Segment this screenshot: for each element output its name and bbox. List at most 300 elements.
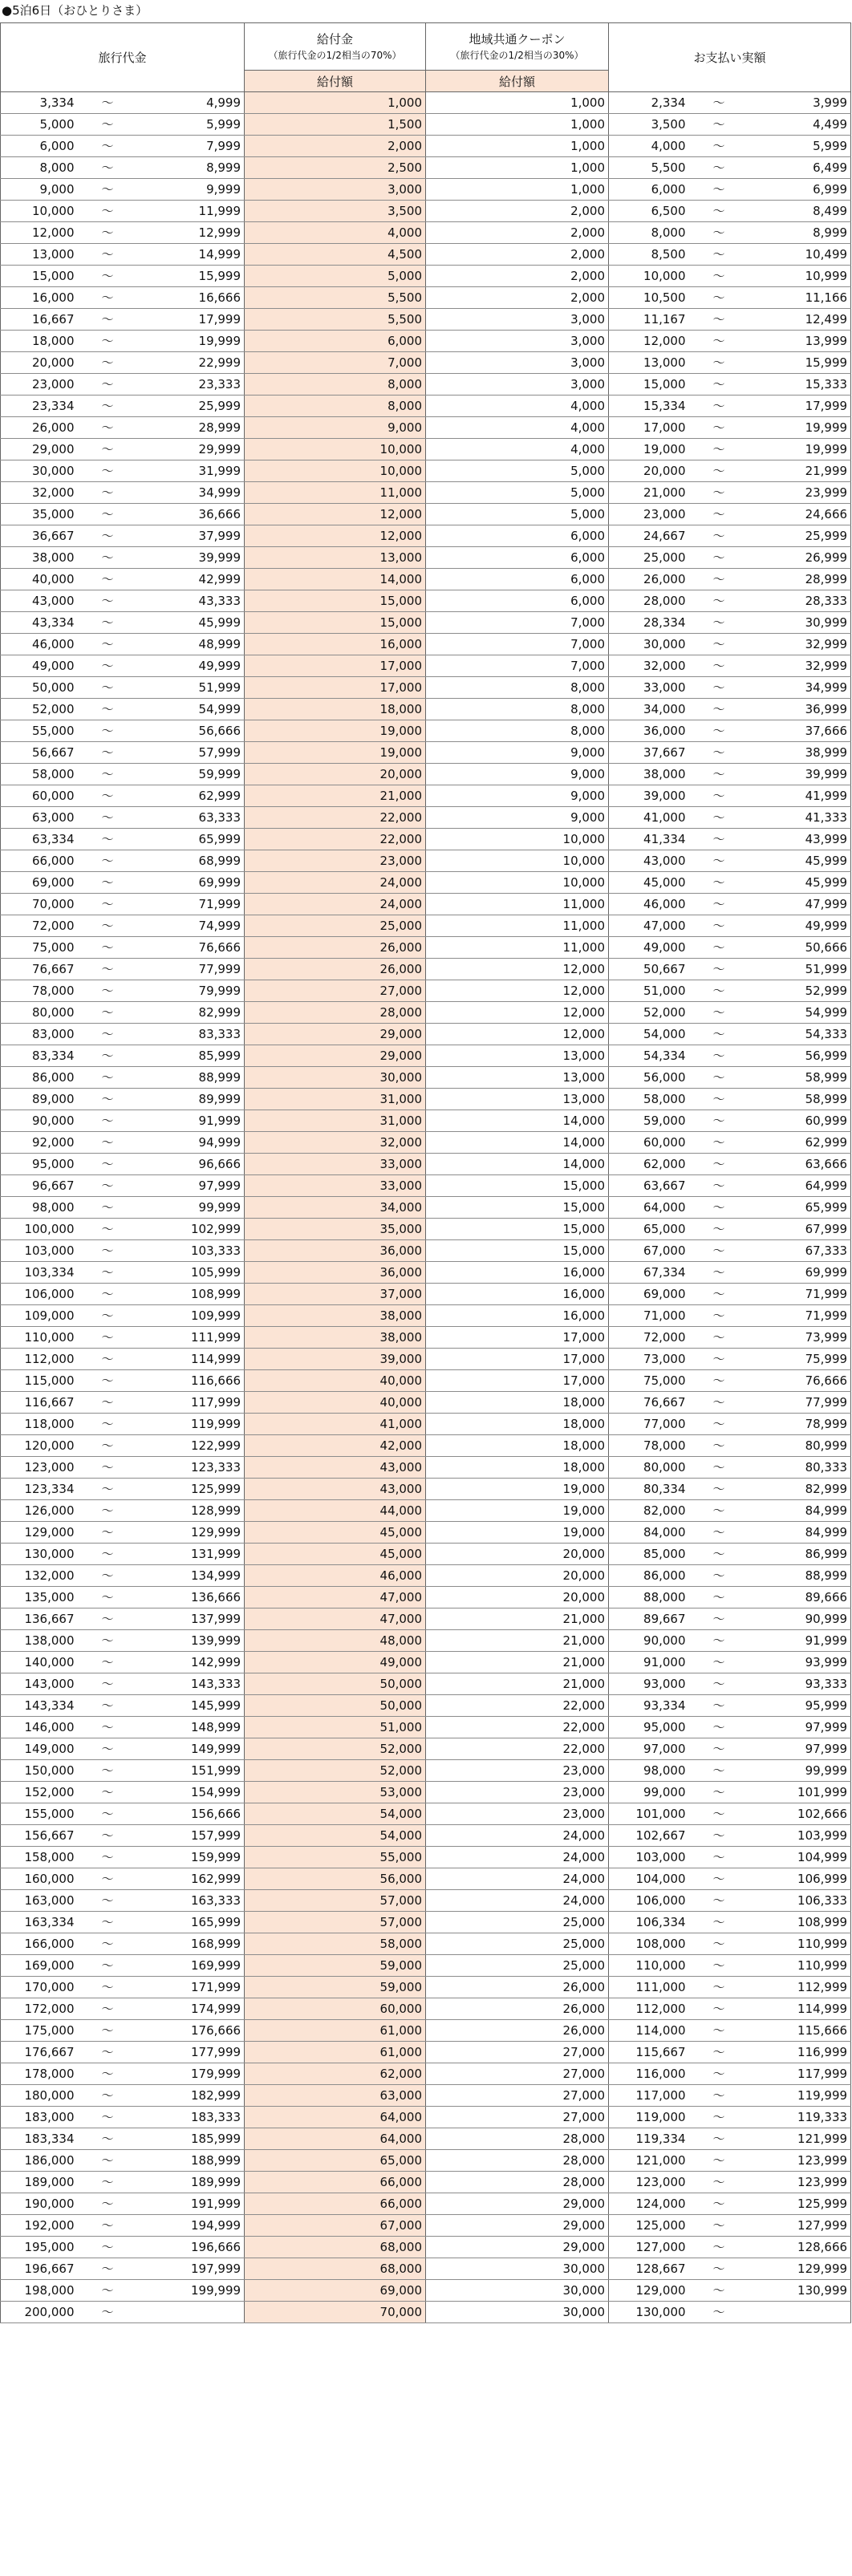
price-to-cell: 69,999 bbox=[128, 872, 245, 894]
coupon-amount-cell: 10,000 bbox=[426, 829, 609, 850]
price-to-cell: 11,999 bbox=[128, 201, 245, 222]
table-row bbox=[1, 1652, 851, 1673]
coupon-amount-cell: 2,000 bbox=[426, 244, 609, 266]
price-tilde-cell: ～ bbox=[78, 2193, 128, 2215]
subsidy-amount-cell: 5,000 bbox=[245, 266, 426, 287]
coupon-amount-cell: 3,000 bbox=[426, 352, 609, 374]
price-tilde-cell: ～ bbox=[78, 2063, 128, 2085]
payment-from-cell: 20,000 bbox=[609, 460, 689, 482]
payment-tilde-cell: ～ bbox=[689, 1500, 737, 1522]
payment-from-cell: 71,000 bbox=[609, 1305, 689, 1327]
price-to-cell: 143,333 bbox=[128, 1673, 245, 1695]
payment-tilde-cell: ～ bbox=[689, 1349, 737, 1370]
subsidy-amount-cell: 43,000 bbox=[245, 1479, 426, 1500]
payment-to-cell: 10,499 bbox=[737, 244, 851, 266]
payment-tilde-cell: ～ bbox=[689, 807, 737, 829]
coupon-amount-cell: 26,000 bbox=[426, 1977, 609, 1998]
coupon-amount-cell: 27,000 bbox=[426, 2042, 609, 2063]
table-row bbox=[1, 1955, 851, 1977]
payment-from-cell: 10,500 bbox=[609, 287, 689, 309]
table-row bbox=[1, 785, 851, 807]
coupon-amount-cell: 9,000 bbox=[426, 785, 609, 807]
price-tilde-cell: ～ bbox=[78, 742, 128, 764]
table-row bbox=[1, 2215, 851, 2237]
price-to-cell: 171,999 bbox=[128, 1977, 245, 1998]
price-tilde-cell: ～ bbox=[78, 547, 128, 569]
coupon-amount-cell: 26,000 bbox=[426, 2020, 609, 2042]
price-tilde-cell: ～ bbox=[78, 352, 128, 374]
price-tilde-cell: ～ bbox=[78, 1565, 128, 1587]
coupon-amount-cell: 7,000 bbox=[426, 634, 609, 655]
payment-tilde-cell: ～ bbox=[689, 1262, 737, 1284]
coupon-amount-cell: 1,000 bbox=[426, 179, 609, 201]
price-from-cell: 123,000 bbox=[1, 1457, 78, 1479]
price-tilde-cell: ～ bbox=[78, 136, 128, 157]
payment-tilde-cell: ～ bbox=[689, 92, 737, 114]
payment-to-cell: 117,999 bbox=[737, 2063, 851, 2085]
price-to-cell: 197,999 bbox=[128, 2258, 245, 2280]
header-coupon-note: （旅行代金の1/2相当の30%） bbox=[450, 50, 584, 61]
payment-from-cell: 34,000 bbox=[609, 699, 689, 720]
coupon-amount-cell: 2,000 bbox=[426, 201, 609, 222]
payment-tilde-cell: ～ bbox=[689, 2042, 737, 2063]
payment-from-cell: 60,000 bbox=[609, 1132, 689, 1154]
table-row bbox=[1, 1738, 851, 1760]
payment-to-cell: 54,999 bbox=[737, 1002, 851, 1024]
price-to-cell: 109,999 bbox=[128, 1305, 245, 1327]
price-tilde-cell: ～ bbox=[78, 569, 128, 590]
payment-from-cell: 124,000 bbox=[609, 2193, 689, 2215]
payment-to-cell: 17,999 bbox=[737, 396, 851, 417]
price-tilde-cell: ～ bbox=[78, 244, 128, 266]
price-from-cell: 75,000 bbox=[1, 937, 78, 959]
subsidy-amount-cell: 23,000 bbox=[245, 850, 426, 872]
price-from-cell: 8,000 bbox=[1, 157, 78, 179]
payment-to-cell: 24,666 bbox=[737, 504, 851, 525]
price-from-cell: 155,000 bbox=[1, 1803, 78, 1825]
table-row bbox=[1, 2237, 851, 2258]
payment-tilde-cell: ～ bbox=[689, 201, 737, 222]
payment-tilde-cell: ～ bbox=[689, 959, 737, 980]
subsidy-amount-cell: 22,000 bbox=[245, 807, 426, 829]
payment-to-cell: 130,999 bbox=[737, 2280, 851, 2302]
price-tilde-cell: ～ bbox=[78, 1262, 128, 1284]
price-from-cell: 130,000 bbox=[1, 1544, 78, 1565]
price-from-cell: 80,000 bbox=[1, 1002, 78, 1024]
price-tilde-cell: ～ bbox=[78, 894, 128, 915]
payment-from-cell: 111,000 bbox=[609, 1977, 689, 1998]
payment-from-cell: 93,334 bbox=[609, 1695, 689, 1717]
payment-from-cell: 128,667 bbox=[609, 2258, 689, 2280]
payment-to-cell: 25,999 bbox=[737, 525, 851, 547]
table-row bbox=[1, 1457, 851, 1479]
price-to-cell: 74,999 bbox=[128, 915, 245, 937]
price-from-cell: 43,000 bbox=[1, 590, 78, 612]
payment-to-cell: 19,999 bbox=[737, 417, 851, 439]
payment-tilde-cell: ～ bbox=[689, 1565, 737, 1587]
payment-to-cell: 115,666 bbox=[737, 2020, 851, 2042]
subsidy-amount-cell: 18,000 bbox=[245, 699, 426, 720]
payment-tilde-cell: ～ bbox=[689, 1457, 737, 1479]
price-to-cell: 154,999 bbox=[128, 1782, 245, 1803]
payment-tilde-cell: ～ bbox=[689, 1717, 737, 1738]
payment-from-cell: 88,000 bbox=[609, 1587, 689, 1608]
subsidy-amount-cell: 51,000 bbox=[245, 1717, 426, 1738]
payment-tilde-cell: ～ bbox=[689, 1868, 737, 1890]
payment-tilde-cell: ～ bbox=[689, 590, 737, 612]
price-from-cell: 132,000 bbox=[1, 1565, 78, 1587]
table-row bbox=[1, 1630, 851, 1652]
coupon-amount-cell: 30,000 bbox=[426, 2302, 609, 2323]
coupon-amount-cell: 20,000 bbox=[426, 1565, 609, 1587]
payment-from-cell: 15,334 bbox=[609, 396, 689, 417]
price-to-cell: 105,999 bbox=[128, 1262, 245, 1284]
subsidy-amount-cell: 58,000 bbox=[245, 1933, 426, 1955]
price-to-cell: 88,999 bbox=[128, 1067, 245, 1089]
subsidy-amount-cell: 1,500 bbox=[245, 114, 426, 136]
payment-to-cell: 64,999 bbox=[737, 1175, 851, 1197]
payment-tilde-cell: ～ bbox=[689, 1673, 737, 1695]
price-to-cell: 177,999 bbox=[128, 2042, 245, 2063]
coupon-amount-cell: 25,000 bbox=[426, 1933, 609, 1955]
payment-to-cell: 11,166 bbox=[737, 287, 851, 309]
price-from-cell: 35,000 bbox=[1, 504, 78, 525]
price-from-cell: 98,000 bbox=[1, 1197, 78, 1219]
price-tilde-cell: ～ bbox=[78, 1544, 128, 1565]
price-to-cell: 137,999 bbox=[128, 1608, 245, 1630]
subsidy-amount-cell: 24,000 bbox=[245, 872, 426, 894]
payment-from-cell: 5,500 bbox=[609, 157, 689, 179]
payment-tilde-cell: ～ bbox=[689, 1284, 737, 1305]
price-from-cell: 190,000 bbox=[1, 2193, 78, 2215]
table-row bbox=[1, 2042, 851, 2063]
payment-tilde-cell: ～ bbox=[689, 2172, 737, 2193]
table-row bbox=[1, 1760, 851, 1782]
subsidy-amount-cell: 70,000 bbox=[245, 2302, 426, 2323]
table-row bbox=[1, 157, 851, 179]
table-row bbox=[1, 2280, 851, 2302]
payment-to-cell: 41,333 bbox=[737, 807, 851, 829]
payment-from-cell: 38,000 bbox=[609, 764, 689, 785]
price-tilde-cell: ～ bbox=[78, 1912, 128, 1933]
coupon-amount-cell: 9,000 bbox=[426, 742, 609, 764]
price-tilde-cell: ～ bbox=[78, 1695, 128, 1717]
coupon-amount-cell: 10,000 bbox=[426, 872, 609, 894]
price-from-cell: 83,334 bbox=[1, 1045, 78, 1067]
subsidy-table bbox=[0, 22, 851, 2323]
price-from-cell: 178,000 bbox=[1, 2063, 78, 2085]
price-to-cell: 151,999 bbox=[128, 1760, 245, 1782]
subsidy-amount-cell: 64,000 bbox=[245, 2107, 426, 2128]
subsidy-amount-cell: 9,000 bbox=[245, 417, 426, 439]
coupon-amount-cell: 20,000 bbox=[426, 1544, 609, 1565]
price-from-cell: 166,000 bbox=[1, 1933, 78, 1955]
price-from-cell: 143,000 bbox=[1, 1673, 78, 1695]
subsidy-amount-cell: 5,500 bbox=[245, 309, 426, 331]
coupon-amount-cell: 7,000 bbox=[426, 655, 609, 677]
payment-from-cell: 97,000 bbox=[609, 1738, 689, 1760]
price-to-cell: 145,999 bbox=[128, 1695, 245, 1717]
price-from-cell: 36,667 bbox=[1, 525, 78, 547]
table-row bbox=[1, 1912, 851, 1933]
payment-to-cell: 8,499 bbox=[737, 201, 851, 222]
price-to-cell: 103,333 bbox=[128, 1240, 245, 1262]
payment-to-cell: 86,999 bbox=[737, 1544, 851, 1565]
payment-from-cell: 121,000 bbox=[609, 2150, 689, 2172]
payment-tilde-cell: ～ bbox=[689, 764, 737, 785]
table-row bbox=[1, 2020, 851, 2042]
table-row bbox=[1, 1175, 851, 1197]
coupon-amount-cell: 2,000 bbox=[426, 287, 609, 309]
subsidy-amount-cell: 8,000 bbox=[245, 374, 426, 396]
payment-from-cell: 28,334 bbox=[609, 612, 689, 634]
payment-to-cell: 108,999 bbox=[737, 1912, 851, 1933]
price-to-cell: 12,999 bbox=[128, 222, 245, 244]
header-subsidy-label: 給付金 bbox=[317, 32, 354, 47]
payment-from-cell: 6,500 bbox=[609, 201, 689, 222]
subsidy-amount-cell: 65,000 bbox=[245, 2150, 426, 2172]
table-row bbox=[1, 244, 851, 266]
coupon-amount-cell: 8,000 bbox=[426, 699, 609, 720]
price-tilde-cell: ～ bbox=[78, 1435, 128, 1457]
payment-from-cell: 59,000 bbox=[609, 1110, 689, 1132]
price-from-cell: 176,667 bbox=[1, 2042, 78, 2063]
price-tilde-cell: ～ bbox=[78, 915, 128, 937]
price-to-cell: 5,999 bbox=[128, 114, 245, 136]
price-tilde-cell: ～ bbox=[78, 1197, 128, 1219]
header-coupon bbox=[426, 23, 609, 71]
payment-tilde-cell: ～ bbox=[689, 266, 737, 287]
payment-tilde-cell: ～ bbox=[689, 222, 737, 244]
price-to-cell: 71,999 bbox=[128, 894, 245, 915]
price-tilde-cell: ～ bbox=[78, 460, 128, 482]
subsidy-amount-cell: 21,000 bbox=[245, 785, 426, 807]
price-from-cell: 149,000 bbox=[1, 1738, 78, 1760]
payment-to-cell: 99,999 bbox=[737, 1760, 851, 1782]
payment-to-cell: 104,999 bbox=[737, 1847, 851, 1868]
price-tilde-cell: ～ bbox=[78, 829, 128, 850]
payment-to-cell: 54,333 bbox=[737, 1024, 851, 1045]
price-tilde-cell: ～ bbox=[78, 92, 128, 114]
payment-tilde-cell: ～ bbox=[689, 439, 737, 460]
price-from-cell: 96,667 bbox=[1, 1175, 78, 1197]
subsidy-amount-cell: 49,000 bbox=[245, 1652, 426, 1673]
subsidy-amount-cell: 68,000 bbox=[245, 2237, 426, 2258]
price-to-cell: 25,999 bbox=[128, 396, 245, 417]
payment-from-cell: 65,000 bbox=[609, 1219, 689, 1240]
price-from-cell: 63,000 bbox=[1, 807, 78, 829]
table-row bbox=[1, 1414, 851, 1435]
price-to-cell: 142,999 bbox=[128, 1652, 245, 1673]
price-tilde-cell: ～ bbox=[78, 1284, 128, 1305]
payment-to-cell: 119,333 bbox=[737, 2107, 851, 2128]
payment-to-cell: 67,999 bbox=[737, 1219, 851, 1240]
price-tilde-cell: ～ bbox=[78, 1414, 128, 1435]
table-row bbox=[1, 396, 851, 417]
payment-to-cell: 88,999 bbox=[737, 1565, 851, 1587]
price-tilde-cell: ～ bbox=[78, 634, 128, 655]
subsidy-amount-cell: 10,000 bbox=[245, 439, 426, 460]
price-from-cell: 78,000 bbox=[1, 980, 78, 1002]
subsidy-amount-cell: 4,000 bbox=[245, 222, 426, 244]
payment-to-cell: 77,999 bbox=[737, 1392, 851, 1414]
payment-to-cell: 114,999 bbox=[737, 1998, 851, 2020]
price-to-cell: 68,999 bbox=[128, 850, 245, 872]
price-from-cell: 172,000 bbox=[1, 1998, 78, 2020]
price-to-cell: 196,666 bbox=[128, 2237, 245, 2258]
subsidy-amount-cell: 8,000 bbox=[245, 396, 426, 417]
price-tilde-cell: ～ bbox=[78, 1652, 128, 1673]
price-from-cell: 180,000 bbox=[1, 2085, 78, 2107]
payment-tilde-cell: ～ bbox=[689, 525, 737, 547]
payment-to-cell: 123,999 bbox=[737, 2172, 851, 2193]
coupon-amount-cell: 11,000 bbox=[426, 894, 609, 915]
payment-from-cell: 10,000 bbox=[609, 266, 689, 287]
table-row bbox=[1, 720, 851, 742]
table-row bbox=[1, 1695, 851, 1717]
price-to-cell: 85,999 bbox=[128, 1045, 245, 1067]
coupon-amount-cell: 21,000 bbox=[426, 1652, 609, 1673]
coupon-amount-cell: 21,000 bbox=[426, 1608, 609, 1630]
subsidy-amount-cell: 30,000 bbox=[245, 1067, 426, 1089]
price-from-cell: 100,000 bbox=[1, 1219, 78, 1240]
price-to-cell: 136,666 bbox=[128, 1587, 245, 1608]
price-tilde-cell: ～ bbox=[78, 114, 128, 136]
coupon-amount-cell: 8,000 bbox=[426, 677, 609, 699]
table-row bbox=[1, 1717, 851, 1738]
payment-from-cell: 77,000 bbox=[609, 1414, 689, 1435]
price-tilde-cell: ～ bbox=[78, 525, 128, 547]
coupon-amount-cell: 25,000 bbox=[426, 1912, 609, 1933]
table-row bbox=[1, 1349, 851, 1370]
payment-to-cell: 36,999 bbox=[737, 699, 851, 720]
subsidy-amount-cell: 26,000 bbox=[245, 959, 426, 980]
payment-from-cell: 115,667 bbox=[609, 2042, 689, 2063]
price-from-cell: 23,000 bbox=[1, 374, 78, 396]
subsidy-amount-cell: 53,000 bbox=[245, 1782, 426, 1803]
payment-from-cell: 32,000 bbox=[609, 655, 689, 677]
payment-to-cell: 51,999 bbox=[737, 959, 851, 980]
payment-from-cell: 58,000 bbox=[609, 1089, 689, 1110]
subsidy-amount-cell: 6,000 bbox=[245, 331, 426, 352]
price-tilde-cell: ～ bbox=[78, 374, 128, 396]
payment-to-cell: 101,999 bbox=[737, 1782, 851, 1803]
payment-from-cell: 95,000 bbox=[609, 1717, 689, 1738]
payment-from-cell: 62,000 bbox=[609, 1154, 689, 1175]
payment-to-cell: 127,999 bbox=[737, 2215, 851, 2237]
payment-tilde-cell: ～ bbox=[689, 2215, 737, 2237]
table-row bbox=[1, 612, 851, 634]
payment-to-cell: 32,999 bbox=[737, 634, 851, 655]
price-to-cell: 156,666 bbox=[128, 1803, 245, 1825]
price-to-cell: 157,999 bbox=[128, 1825, 245, 1847]
coupon-amount-cell: 30,000 bbox=[426, 2258, 609, 2280]
table-row bbox=[1, 1933, 851, 1955]
price-from-cell: 103,334 bbox=[1, 1262, 78, 1284]
price-from-cell: 109,000 bbox=[1, 1305, 78, 1327]
payment-tilde-cell: ～ bbox=[689, 1219, 737, 1240]
table-row bbox=[1, 1110, 851, 1132]
subsidy-amount-cell: 54,000 bbox=[245, 1803, 426, 1825]
payment-tilde-cell: ～ bbox=[689, 287, 737, 309]
price-from-cell: 43,334 bbox=[1, 612, 78, 634]
payment-to-cell: 67,333 bbox=[737, 1240, 851, 1262]
price-from-cell: 183,334 bbox=[1, 2128, 78, 2150]
price-from-cell: 55,000 bbox=[1, 720, 78, 742]
price-from-cell: 89,000 bbox=[1, 1089, 78, 1110]
payment-from-cell: 86,000 bbox=[609, 1565, 689, 1587]
table-row bbox=[1, 1673, 851, 1695]
price-from-cell: 170,000 bbox=[1, 1977, 78, 1998]
price-from-cell: 69,000 bbox=[1, 872, 78, 894]
coupon-amount-cell: 6,000 bbox=[426, 525, 609, 547]
payment-to-cell: 45,999 bbox=[737, 850, 851, 872]
table-row bbox=[1, 417, 851, 439]
price-from-cell: 49,000 bbox=[1, 655, 78, 677]
coupon-amount-cell: 27,000 bbox=[426, 2063, 609, 2085]
price-from-cell: 72,000 bbox=[1, 915, 78, 937]
payment-to-cell: 112,999 bbox=[737, 1977, 851, 1998]
payment-tilde-cell: ～ bbox=[689, 677, 737, 699]
price-from-cell: 38,000 bbox=[1, 547, 78, 569]
payment-tilde-cell: ～ bbox=[689, 1154, 737, 1175]
payment-tilde-cell: ～ bbox=[689, 937, 737, 959]
subsidy-amount-cell: 7,000 bbox=[245, 352, 426, 374]
payment-tilde-cell: ～ bbox=[689, 1760, 737, 1782]
payment-tilde-cell: ～ bbox=[689, 1608, 737, 1630]
coupon-amount-cell: 29,000 bbox=[426, 2193, 609, 2215]
table-row bbox=[1, 1977, 851, 1998]
coupon-amount-cell: 30,000 bbox=[426, 2280, 609, 2302]
payment-to-cell: 97,999 bbox=[737, 1738, 851, 1760]
price-tilde-cell: ～ bbox=[78, 1673, 128, 1695]
price-from-cell: 112,000 bbox=[1, 1349, 78, 1370]
price-from-cell: 26,000 bbox=[1, 417, 78, 439]
payment-from-cell: 37,667 bbox=[609, 742, 689, 764]
payment-to-cell: 65,999 bbox=[737, 1197, 851, 1219]
table-row bbox=[1, 2302, 851, 2323]
payment-from-cell: 19,000 bbox=[609, 439, 689, 460]
coupon-amount-cell: 13,000 bbox=[426, 1045, 609, 1067]
subsidy-amount-cell: 5,500 bbox=[245, 287, 426, 309]
subsidy-amount-cell: 47,000 bbox=[245, 1587, 426, 1608]
table-row bbox=[1, 872, 851, 894]
table-row bbox=[1, 92, 851, 114]
payment-from-cell: 50,667 bbox=[609, 959, 689, 980]
table-row bbox=[1, 201, 851, 222]
coupon-amount-cell: 13,000 bbox=[426, 1089, 609, 1110]
coupon-amount-cell: 17,000 bbox=[426, 1370, 609, 1392]
price-from-cell: 6,000 bbox=[1, 136, 78, 157]
coupon-amount-cell: 15,000 bbox=[426, 1240, 609, 1262]
subsidy-amount-cell: 44,000 bbox=[245, 1500, 426, 1522]
subsidy-amount-cell: 40,000 bbox=[245, 1392, 426, 1414]
subsidy-amount-cell: 36,000 bbox=[245, 1240, 426, 1262]
payment-from-cell: 43,000 bbox=[609, 850, 689, 872]
price-tilde-cell: ～ bbox=[78, 179, 128, 201]
payment-from-cell: 47,000 bbox=[609, 915, 689, 937]
price-from-cell: 120,000 bbox=[1, 1435, 78, 1457]
payment-to-cell: 23,999 bbox=[737, 482, 851, 504]
payment-to-cell: 10,999 bbox=[737, 266, 851, 287]
payment-tilde-cell: ～ bbox=[689, 352, 737, 374]
table-row bbox=[1, 179, 851, 201]
subsidy-amount-cell: 69,000 bbox=[245, 2280, 426, 2302]
payment-from-cell: 91,000 bbox=[609, 1652, 689, 1673]
payment-from-cell: 49,000 bbox=[609, 937, 689, 959]
price-to-cell: 185,999 bbox=[128, 2128, 245, 2150]
price-tilde-cell: ～ bbox=[78, 201, 128, 222]
